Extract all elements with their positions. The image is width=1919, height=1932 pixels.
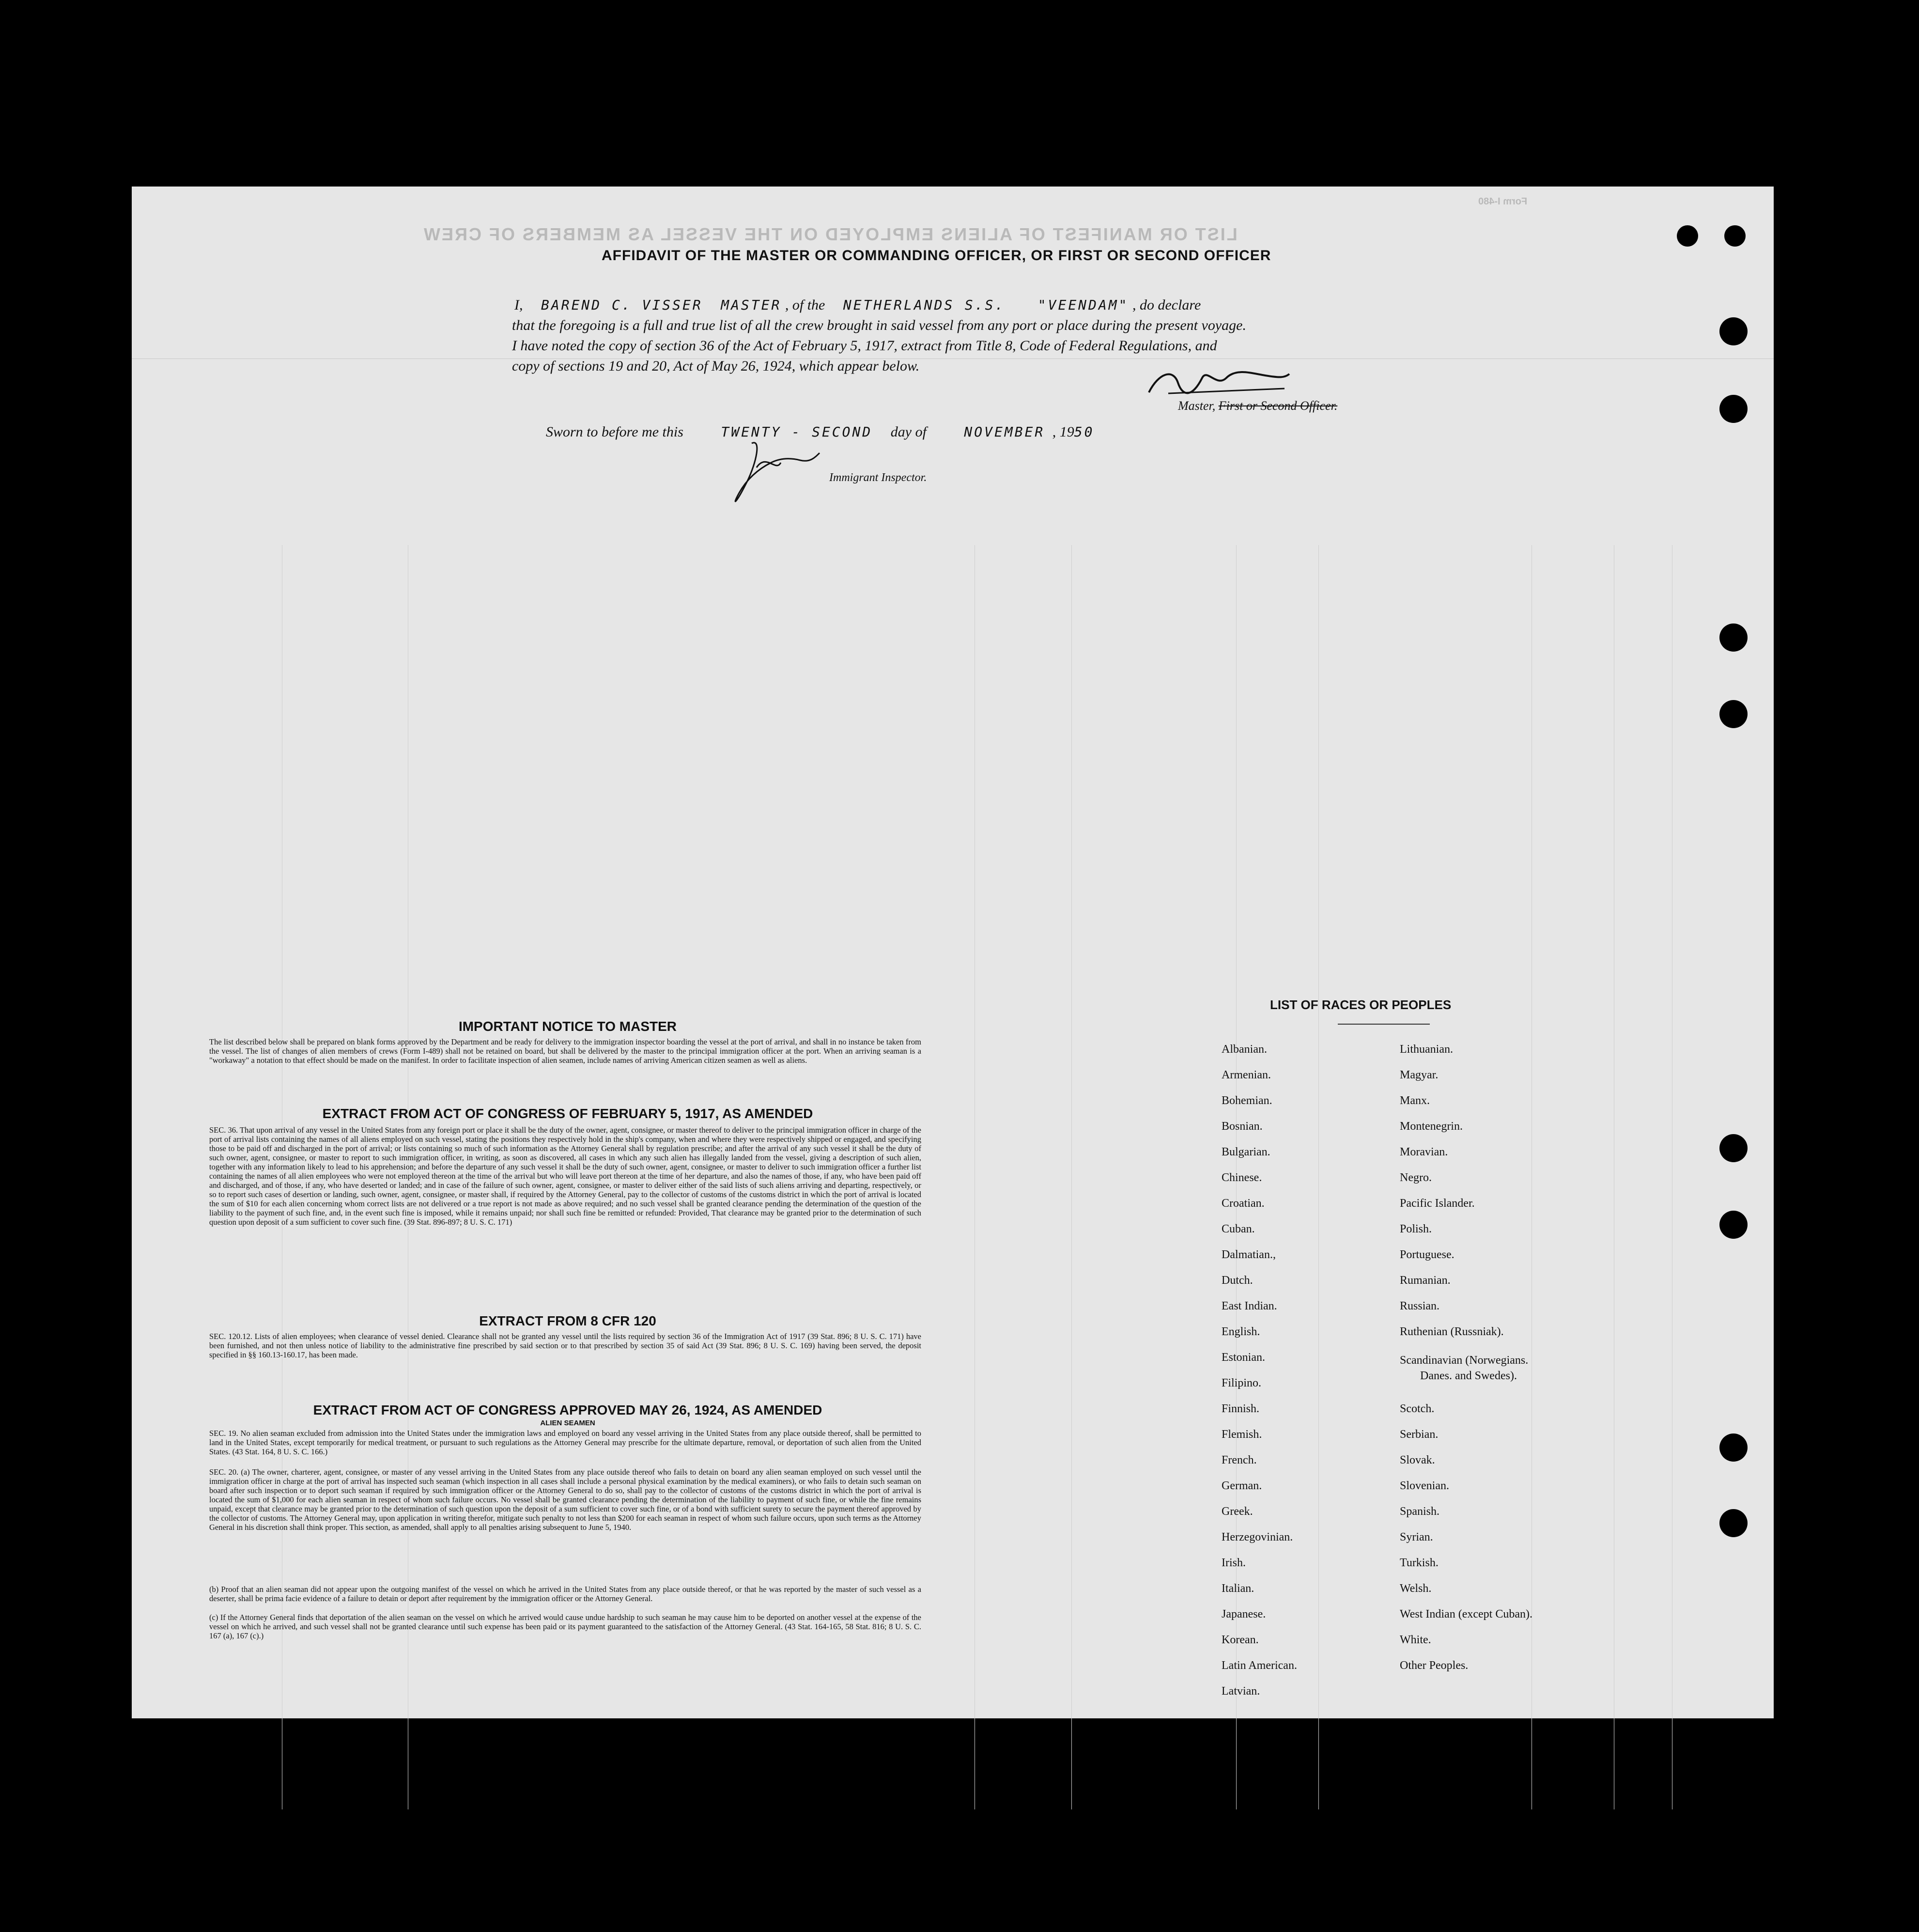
race-item: East Indian. [1222, 1300, 1277, 1312]
binder-hole [1719, 1211, 1748, 1239]
extract-1924-subheading: ALIEN SEAMEN [540, 1419, 595, 1427]
race-item: Danes. and Swedes). [1420, 1370, 1517, 1382]
race-item: German. [1222, 1480, 1262, 1492]
race-item: White. [1400, 1634, 1431, 1646]
race-item: Manx. [1400, 1094, 1430, 1107]
bleed-through-form-no: Form I-480 [1478, 196, 1528, 207]
do-declare-label: , do declare [1132, 297, 1201, 313]
race-item: Negro. [1400, 1171, 1432, 1184]
bleed-header-rule [132, 358, 1774, 359]
race-item: Bulgarian. [1222, 1146, 1270, 1158]
race-item: Slovenian. [1400, 1480, 1449, 1492]
binder-hole [1719, 700, 1748, 728]
extract-1917-body: SEC. 36. That upon arrival of any vessel in the United States from any foreign port or place it shall be the duty of the owner, agent, consignee, or master thereof to deliver to the principal immigration officer in charge of the port of arrival lists containing the names of all aliens employed on such vessel, stating the positions they respectively hold in the ship's company, when and where they were respectively shipped or engaged, and specifying those to be paid off and discharged in the port of arrival; or lists containing so much of such information as the Attorney General shall by regulation prescribe; and after the arrival of any such vessel it shall be the duty of such owner, agent, consignee, or master to report to such immigration officer, in writing, as soon as discovered, all cases in which any such alien has illegally landed from the vessel, giving a description of such alien, together with any information likely to lead to his apprehension; and before the departure of any such vessel it shall be the duty of such owner, agent, consignee, or master to deliver to such immigration officer a further list containing the names of all alien employees who were not employed thereon at the time of the arrival but who will leave port thereon at the time of her departure, and also the names of those, if any, who have been paid off and discharged, and of those, if any, who have deserted or landed; and in case of the failure of such owner, agent, consignee, or master to deliver either of the said lists of such aliens arriving and departing, respectively, or so to report such cases of desertion or landing, such owner, agent, consignee, or master shall, if required by the Attorney General, pay to the collector of customs of the customs district in which the port of arrival is located the sum of $10 for each alien concerning whom correct lists are not delivered or a true report is not made as above required; and no such vessel shall be granted clearance pending the determination of the question of the liability to the payment of such fine, and, in the event such fine is imposed, while it remains unpaid; nor shall such fine be remitted or refunded: Provided, That clearance may be granted prior to the determination of such question upon deposit of a sum sufficient to cover such fine. (39 Stat. 896-897; 8 U. S. C. 171) [209, 1125, 921, 1227]
year-handwritten: 50 [1074, 424, 1095, 440]
master-signature-caption [1178, 399, 1337, 413]
extract-cfr-heading: EXTRACT FROM 8 CFR 120 [479, 1313, 656, 1328]
race-item: Pacific Islander. [1400, 1197, 1475, 1210]
notice-body: The list described below shall be prepared on blank forms approved by the Department and be ready for delivery to the immigration inspector boarding the vessel at the port of arrival, and shall in no instance be taken from the vessel. The list of changes of alien members of crews (Form I-489) shall not be retained on board, but shall be delivered by the master to the principal immigration officer at the port. When an arriving seaman is a "workaway" a notation to that effect should be made on the manifest. In order to facilitate inspection of alien seamen, include names of arriving American citizen seamen as well as aliens. [209, 1037, 921, 1065]
nationality-handwritten: NETHERLANDS [843, 297, 955, 313]
race-item: Greek. [1222, 1505, 1253, 1518]
race-item: Syrian. [1400, 1531, 1433, 1543]
race-item: Welsh. [1400, 1582, 1432, 1595]
race-item: Portuguese. [1400, 1248, 1455, 1261]
master-name-handwritten: BAREND C. VISSER [541, 297, 703, 313]
race-item: Latvian. [1222, 1685, 1260, 1698]
binder-hole [1719, 1509, 1748, 1537]
title-handwritten: MASTER [721, 297, 782, 313]
of-the-label: , of the [785, 297, 825, 313]
race-item: Cuban. [1222, 1223, 1255, 1235]
race-item: Estonian. [1222, 1351, 1265, 1364]
affidavit-line-1 [514, 297, 1201, 313]
affidavit-line-2: that the foregoing is a full and true list of all the crew brought in said vessel from any port or place during the present voyage. [512, 317, 1246, 333]
race-item: Irish. [1222, 1557, 1246, 1569]
race-item: Spanish. [1400, 1505, 1440, 1518]
inspector-caption: Immigrant Inspector. [829, 471, 927, 484]
race-item: Croatian. [1222, 1197, 1265, 1210]
race-item: Slovak. [1400, 1454, 1435, 1466]
binder-hole [1724, 225, 1746, 247]
binder-hole [1719, 395, 1748, 423]
i-label: I, [514, 297, 523, 313]
race-item: Moravian. [1400, 1146, 1448, 1158]
extract-1924-sec19: SEC. 19. No alien seaman excluded from admission into the United States under the immigration laws and employed on board any vessel arriving in the United States from any place outside thereof, shall be permitted to land in the United States, except temporarily for medical treatment, or pursuant to such regulations as the Attorney General may prescribe for the ultimate departure, removal, or deportation of such alien from the United States. (43 Stat. 164, 8 U. S. C. 166.) [209, 1429, 921, 1456]
race-item: Rumanian. [1400, 1274, 1451, 1287]
master-label: Master, [1178, 399, 1216, 413]
race-item: Other Peoples. [1400, 1659, 1469, 1672]
race-item: Turkish. [1400, 1557, 1439, 1569]
race-item: Bosnian. [1222, 1120, 1263, 1133]
extract-1924-sec20b: (b) Proof that an alien seaman did not appear upon the outgoing manifest of the vessel on which he arrived in the United States from any place outside thereof, or that he was reported by the master of such vessel as a deserter, shall be prima facie evidence of a failure to detain or deport after requirement by the immigration officer or the Attorney General. [209, 1585, 921, 1603]
races-heading: LIST OF RACES OR PEOPLES [1270, 997, 1452, 1012]
binder-hole [1719, 623, 1748, 652]
race-item: Serbian. [1400, 1428, 1439, 1441]
race-item: Lithuanian. [1400, 1043, 1453, 1056]
manifest-sheet [132, 187, 1774, 1718]
race-item: Montenegrin. [1400, 1120, 1463, 1133]
race-item: English. [1222, 1325, 1260, 1338]
race-item: Herzegovinian. [1222, 1531, 1293, 1543]
race-item: Scotch. [1400, 1402, 1435, 1415]
races-heading-rule [1338, 1024, 1430, 1025]
race-item: Korean. [1222, 1634, 1259, 1646]
race-item: Magyar. [1400, 1069, 1439, 1081]
day-handwritten: TWENTY - SECOND [721, 424, 873, 440]
vessel-name-handwritten: "VEENDAM" [1037, 297, 1129, 313]
race-item: West Indian (except Cuban). [1400, 1608, 1532, 1620]
race-item: Chinese. [1222, 1171, 1262, 1184]
notice-heading: IMPORTANT NOTICE TO MASTER [458, 1019, 677, 1034]
binder-hole [1719, 317, 1748, 345]
inspector-signature [723, 434, 839, 511]
race-item: Scandinavian (Norwegians. [1400, 1354, 1529, 1367]
extract-1924-heading: EXTRACT FROM ACT OF CONGRESS APPROVED MAY 26, 1924, AS AMENDED [313, 1402, 822, 1418]
race-item: Polish. [1400, 1223, 1432, 1235]
race-item: Albanian. [1222, 1043, 1267, 1056]
extract-1924-sec20c: (c) If the Attorney General finds that deportation of the alien seaman on the vessel on which he arrived would cause undue hardship to such seaman he may cause him to be deported on another vessel at the expense of the vessel on which he arrived, and such vessel shall not be granted clearance until such expense has been paid or its payment guaranteed to the satisfaction of the Attorney General. (43 Stat. 164-165, 58 Stat. 816; 8 U. S. C. 167 (a), 167 (c).) [209, 1613, 921, 1640]
bleed-column-rule [1071, 545, 1072, 1809]
race-item: Ruthenian (Russniak). [1400, 1325, 1504, 1338]
affidavit-line-4: copy of sections 19 and 20, Act of May 26, 1924, which appear below. [512, 358, 920, 374]
day-of-label: day of [890, 424, 927, 440]
month-handwritten: NOVEMBER [964, 424, 1045, 440]
affidavit-line-3: I have noted the copy of section 36 of the Act of February 5, 1917, extract from Title 8, Code of Federal Regulations, and [512, 338, 1217, 354]
race-item: Flemish. [1222, 1428, 1262, 1441]
bleed-column-rule [1318, 545, 1319, 1809]
extract-cfr-body: SEC. 120.12. Lists of alien employees; when clearance of vessel denied. Clearance shall not be granted any vessel until the lists required by section 36 of the Immigration Act of 1917 (39 Stat. 896; 8 U. S. C. 171) have been furnished, and not then unless notice of liability to the administrative fine prescribed by said section or to that prescribed by section 35 of said Act (39 Stat. 896; 8 U. S. C. 169) having been served, the deposit specified in §§ 160.13-160.17, has been made. [209, 1332, 921, 1359]
race-item: Italian. [1222, 1582, 1254, 1595]
affidavit-heading: AFFIDAVIT OF THE MASTER OR COMMANDING OFFICER, OR FIRST OR SECOND OFFICER [602, 248, 1271, 264]
binder-hole [1677, 225, 1698, 247]
race-item: Filipino. [1222, 1377, 1262, 1389]
race-item: Dutch. [1222, 1274, 1253, 1287]
extract-1924-sec20a: SEC. 20. (a) The owner, charterer, agent, consignee, or master of any vessel arriving in the United States from any place outside thereof who fails to detain on board any alien seaman employed on such vessel until the immigration officer in charge at the port of arrival has inspected such seaman (which inspection in all cases shall include a personal physical examination by the medical examiners), or who fails to detain such seaman on board after such inspection or to deport such seaman if required by such immigration officer or the Attorney General to do so, shall pay to the collector of customs of the customs district in which the port of arrival is located the sum of $1,000 for each alien seaman in respect of whom such failure occurs. No vessel shall be granted clearance pending the determination of the liability to payment of such fine, or while the fine remains unpaid, except that clearance may be granted prior to the determination of such question upon the deposit of a sum sufficient to cover such fine, or of a bond with sufficient surety to secure the payment thereof approved by the collector of customs. The Attorney General may, upon application in writing therefor, mitigate such penalty to not less than $200 for each seaman in respect of whom such failure occurs, upon such terms as the Attorney General in his discretion shall think proper. This section, as amended, shall apply to all penalties arising subsequent to June 5, 1940. [209, 1467, 921, 1532]
race-item: Japanese. [1222, 1608, 1266, 1620]
race-item: Latin American. [1222, 1659, 1297, 1672]
binder-hole [1719, 1134, 1748, 1162]
race-item: French. [1222, 1454, 1257, 1466]
race-item: Finnish. [1222, 1402, 1260, 1415]
sworn-label: Sworn to before me this [546, 424, 683, 440]
race-item: Russian. [1400, 1300, 1440, 1312]
race-item: Bohemian. [1222, 1094, 1272, 1107]
race-item: Armenian. [1222, 1069, 1271, 1081]
bleed-through-title: LIST OR MANIFEST OF ALIENS EMPLOYED ON THE VESSEL AS MEMBERS OF CREW [422, 224, 1238, 244]
year-prefix-label: , 19 [1052, 424, 1074, 440]
binder-hole [1719, 1433, 1748, 1462]
race-item: Dalmatian., [1222, 1248, 1276, 1261]
ss-handwritten: S.S. [964, 297, 1006, 313]
extract-1917-heading: EXTRACT FROM ACT OF CONGRESS OF FEBRUARY 5, 1917, AS AMENDED [322, 1106, 813, 1121]
struck-officer-label: First or Second Officer. [1218, 399, 1338, 413]
